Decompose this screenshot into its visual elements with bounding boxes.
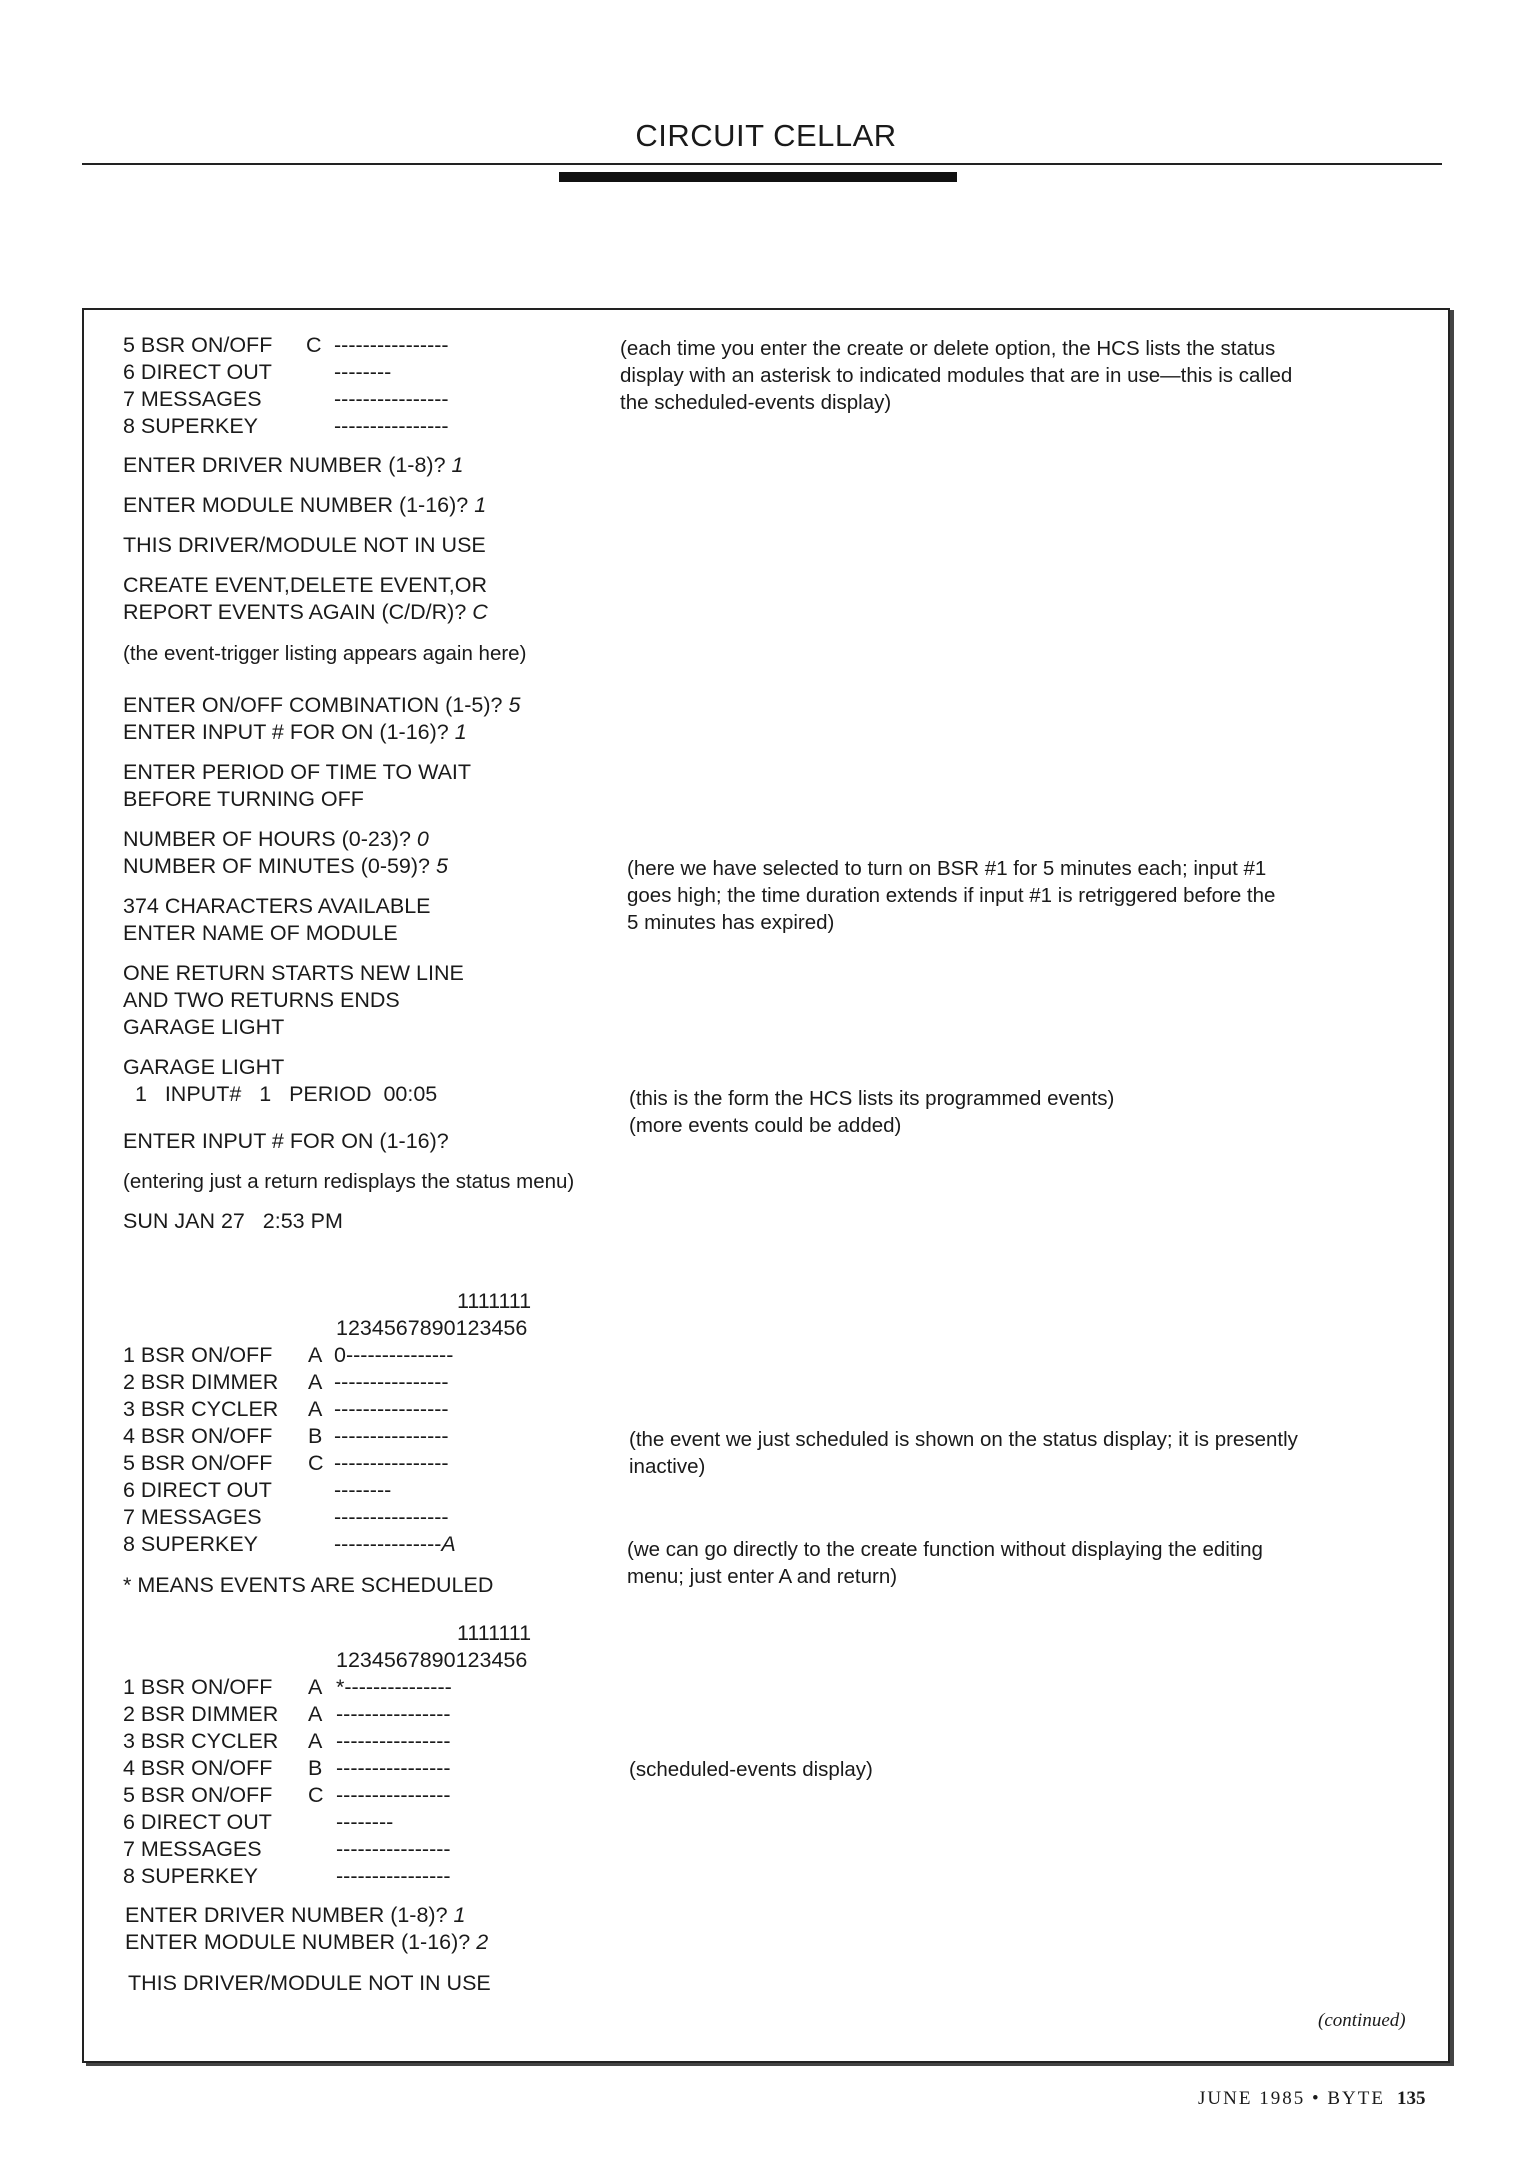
status-label: 8 SUPERKEY <box>123 414 259 438</box>
driver-prompt-line: ENTER DRIVER NUMBER (1-8)? 1 <box>123 453 464 477</box>
module-header: 1111111 <box>457 1289 532 1313</box>
status-modules: ---------------- <box>336 1729 451 1753</box>
status-label: 6 DIRECT OUT <box>123 1478 272 1502</box>
status-label: 5 BSR ON/OFF <box>123 1451 273 1475</box>
header-bar <box>559 172 957 182</box>
status-letter: B <box>308 1756 323 1780</box>
page-header-title: CIRCUIT CELLAR <box>635 118 897 153</box>
status-modules: ---------------- <box>336 1756 451 1780</box>
status-modules: ---------------- <box>336 1783 451 1807</box>
input-prompt-line: ENTER INPUT # FOR ON (1-16)? <box>123 1129 449 1153</box>
return-note: (entering just a return redisplays the status menu) <box>123 1170 575 1193</box>
status-label: 3 BSR CYCLER <box>123 1397 279 1421</box>
status-modules: -------- <box>334 360 392 384</box>
status-modules: -------- <box>336 1810 394 1834</box>
status-letter: C <box>306 333 322 357</box>
status-label: 3 BSR CYCLER <box>123 1729 279 1753</box>
status-letter: A <box>308 1729 323 1753</box>
not-in-use-line: THIS DRIVER/MODULE NOT IN USE <box>128 1971 491 1995</box>
module-prompt-line: ENTER MODULE NUMBER (1-16)? 1 <box>123 493 487 517</box>
input-prompt-line: ENTER INPUT # FOR ON (1-16)? 1 <box>123 720 467 744</box>
module-prompt-line: ENTER MODULE NUMBER (1-16)? 2 <box>125 1930 489 1954</box>
frame-shadow <box>86 2063 1454 2066</box>
return-line: ONE RETURN STARTS NEW LINE <box>123 961 464 985</box>
status-modules: ---------------- <box>334 1370 449 1394</box>
module-header: 1234567890123456 <box>336 1316 528 1340</box>
annotation-line: (here we have selected to turn on BSR #1 for 5 minutes each; input #1 <box>627 857 1267 880</box>
driver-prompt-line: ENTER DRIVER NUMBER (1-8)? 1 <box>125 1903 466 1927</box>
module-header: 1234567890123456 <box>336 1648 528 1672</box>
status-label: 5 BSR ON/OFF <box>123 333 273 357</box>
status-modules: ---------------- <box>334 1451 449 1475</box>
status-letter: A <box>308 1702 323 1726</box>
page-number: 135 <box>1396 2088 1426 2109</box>
trigger-note: (the event-trigger listing appears again here) <box>123 642 527 665</box>
status-letter: B <box>308 1424 323 1448</box>
status-label: 2 BSR DIMMER <box>123 1370 279 1394</box>
return-line: AND TWO RETURNS ENDS <box>123 988 400 1012</box>
status-modules: -------- <box>334 1478 392 1502</box>
status-modules: ---------------- <box>334 387 449 411</box>
name-typed-line: GARAGE LIGHT <box>123 1015 285 1039</box>
status-letter: C <box>308 1783 324 1807</box>
status-label: 4 BSR ON/OFF <box>123 1424 273 1448</box>
status-label: 6 DIRECT OUT <box>123 1810 272 1834</box>
header-rule <box>82 163 1442 165</box>
status-letter: A <box>308 1343 323 1367</box>
annotation-line: (this is the form the HCS lists its programmed events) <box>629 1087 1115 1110</box>
annotation-line: inactive) <box>629 1455 706 1478</box>
continued-note: (continued) <box>1318 2010 1406 2031</box>
status-modules: ---------------- <box>334 333 449 357</box>
annotation-line: 5 minutes has expired) <box>627 911 835 934</box>
annotation-line: display with an asterisk to indicated modules that are in use—this is called <box>620 364 1293 387</box>
annotation-line: (each time you enter the create or delete option, the HCS lists the status <box>620 337 1276 360</box>
status-modules: ---------------- <box>334 414 449 438</box>
status-letter: C <box>308 1451 324 1475</box>
annotation-line: (more events could be added) <box>629 1114 902 1137</box>
status-modules: ---------------- <box>334 1505 449 1529</box>
issue-label: JUNE 1985 • BYTE <box>1198 2088 1385 2109</box>
annotation-line: (we can go directly to the create function without displaying the editing <box>627 1538 1263 1561</box>
status-label: 8 SUPERKEY <box>123 1532 259 1556</box>
cde-line: CREATE EVENT,DELETE EVENT,OR <box>123 573 487 597</box>
enter-name-line: ENTER NAME OF MODULE <box>123 921 398 945</box>
status-letter: A <box>308 1370 323 1394</box>
status-label: 6 DIRECT OUT <box>123 360 272 384</box>
annotation-line: goes high; the time duration extends if input #1 is retriggered before the <box>627 884 1276 907</box>
annotation-line: the scheduled-events display) <box>620 391 892 414</box>
status-modules: ---------------- <box>334 1397 449 1421</box>
combo-prompt-line: ENTER ON/OFF COMBINATION (1-5)? 5 <box>123 693 521 717</box>
status-modules: ---------------- <box>336 1837 451 1861</box>
not-in-use-line: THIS DRIVER/MODULE NOT IN USE <box>123 533 486 557</box>
status-letter: A <box>308 1675 323 1699</box>
annotation-line: (scheduled-events display) <box>629 1758 873 1781</box>
status-modules: ---------------- <box>336 1864 451 1888</box>
cde-prompt-line: REPORT EVENTS AGAIN (C/D/R)? C <box>123 600 488 624</box>
status-label: 4 BSR ON/OFF <box>123 1756 273 1780</box>
period-line: ENTER PERIOD OF TIME TO WAIT <box>123 760 472 784</box>
minutes-prompt-line: NUMBER OF MINUTES (0-59)? 5 <box>123 854 448 878</box>
annotation-line: (the event we just scheduled is shown on the status display; it is presently <box>629 1428 1298 1451</box>
module-header: 1111111 <box>457 1621 532 1645</box>
event-detail-line: 1 INPUT# 1 PERIOD 00:05 <box>123 1082 438 1106</box>
date-line: SUN JAN 27 2:53 PM <box>123 1209 343 1233</box>
status-label: 2 BSR DIMMER <box>123 1702 279 1726</box>
status-letter: A <box>308 1397 323 1421</box>
page-footer <box>1198 2088 1425 2110</box>
annotation-line: menu; just enter A and return) <box>627 1565 898 1588</box>
frame-shadow <box>1450 310 1454 2065</box>
scheduled-legend: * MEANS EVENTS ARE SCHEDULED <box>123 1573 494 1597</box>
status-modules: *--------------- <box>336 1675 452 1699</box>
status-label: 7 MESSAGES <box>123 1505 262 1529</box>
status-label: 7 MESSAGES <box>123 1837 262 1861</box>
status-modules: 0--------------- <box>334 1343 454 1367</box>
status-modules: ---------------A <box>334 1532 456 1556</box>
status-label: 1 BSR ON/OFF <box>123 1675 273 1699</box>
status-label: 8 SUPERKEY <box>123 1864 259 1888</box>
status-modules: ---------------- <box>334 1424 449 1448</box>
event-name-line: GARAGE LIGHT <box>123 1055 285 1079</box>
status-label: 7 MESSAGES <box>123 387 262 411</box>
status-modules: ---------------- <box>336 1702 451 1726</box>
chars-available-line: 374 CHARACTERS AVAILABLE <box>123 894 431 918</box>
hours-prompt-line: NUMBER OF HOURS (0-23)? 0 <box>123 827 429 851</box>
period-line: BEFORE TURNING OFF <box>123 787 364 811</box>
status-label: 1 BSR ON/OFF <box>123 1343 273 1367</box>
status-label: 5 BSR ON/OFF <box>123 1783 273 1807</box>
